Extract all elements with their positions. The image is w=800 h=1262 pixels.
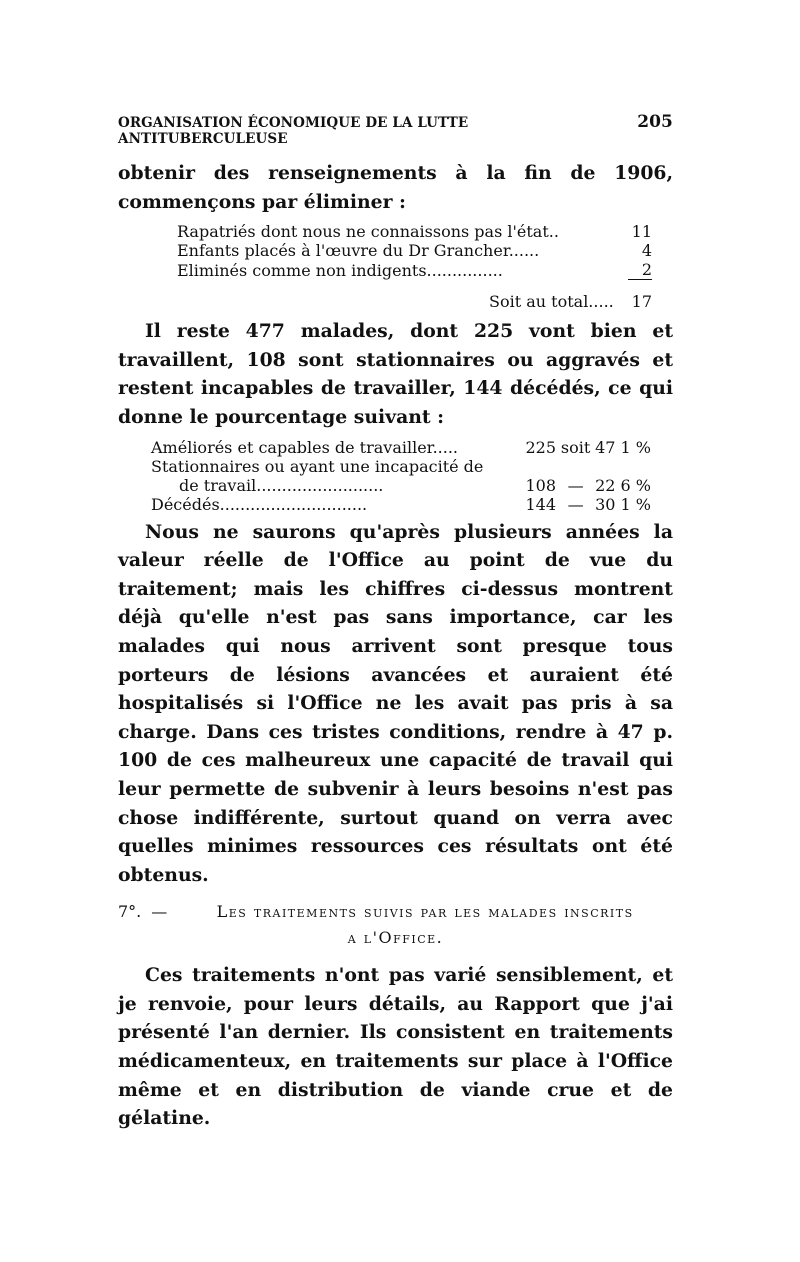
table-row-label: Enfants placés à l'œuvre du Dr Grancher......: [177, 241, 540, 261]
section-title-line-2: a l'Office.: [347, 928, 444, 948]
table-sum-rule: [177, 280, 652, 289]
total-value: 17: [631, 292, 652, 312]
table-row: [177, 241, 652, 260]
page-number: 205: [637, 112, 673, 132]
section-number: [118, 899, 177, 925]
running-head-title: ORGANISATION ÉCONOMIQUE DE LA LUTTE ANTITUBERCULEUSE: [118, 115, 469, 147]
table-row-label: de travail.........................: [179, 475, 384, 495]
table-row-separator: —: [567, 494, 584, 514]
table-row: [177, 260, 652, 280]
table-row: [151, 438, 651, 457]
table-row-value: 2: [641, 260, 652, 280]
paragraph-continuation: obtenir des renseignements à la fin de 1906, commençons par éliminer :: [118, 162, 673, 213]
table-row: [151, 495, 651, 514]
table-row-count: 108: [525, 475, 557, 495]
paragraph-treatments: Ces traitements n'ont pas varié sensiblement, et je renvoie, pour leurs détails, au Rapport que j'ai présenté l'an dernier. Ils consistent en traitements médicamenteux, en traitements sur place à l'Office même et en distribution de viande crue et de gélatine.: [118, 964, 673, 1130]
table-row: [177, 222, 652, 241]
book-page: [118, 112, 673, 1133]
table-row-label: Rapatriés dont nous ne connaissons pas l'état..: [177, 222, 559, 242]
paragraph-office-value: Nous ne saurons qu'après plusieurs années la valeur réelle de l'Office au point de vue du traitement; mais les chiffres ci-dessus montrent déjà qu'elle n'est pas sans importance, car les malades qui nous arrivent sont presque tous porteurs de lésions avancées et auraient été hospitalisés si l'Office ne les avait pas pris à sa charge. Dans ces tristes conditions, rendre à 47 p. 100 de ces malheureux une capacité de travail qui leur permette de subvenir à leurs besoins n'est pas chose indifférente, surtout quand on verra avec quelles minimes ressources ces résultats ont été obtenus.: [118, 520, 673, 886]
eliminated-patients-table: [177, 222, 652, 311]
table-row-separator: —: [567, 475, 584, 495]
table-row: [151, 476, 651, 495]
section-title-line-1: Les traitements suivis par les malades inscrits: [216, 902, 634, 922]
section-heading: [118, 899, 673, 951]
table-row-label: Décédés.............................: [151, 494, 368, 514]
table-row-separator: soit: [560, 437, 591, 457]
table-total-row: [177, 288, 652, 311]
table-row-label: Améliorés et capables de travailler.....: [151, 437, 458, 457]
table-row-value: 4: [641, 241, 652, 261]
sum-rule-line: [628, 280, 652, 289]
table-row-percent: 30 1 %: [595, 494, 651, 514]
table-row-percent: 22 6 %: [595, 475, 651, 495]
paragraph-remaining-patients: Il reste 477 malades, dont 225 vont bien et travaillent, 108 sont stationnaires ou aggravés et restent incapables de travailler, 144 décédés, ce qui donne le pourcentage suivant :: [118, 320, 673, 428]
table-row-value: 11: [631, 222, 652, 242]
section-dash: —: [151, 902, 168, 922]
table-row: [151, 457, 651, 476]
section-number-text: 7°.: [118, 902, 142, 922]
table-row-percent: 47 1 %: [595, 437, 651, 457]
running-head: [118, 112, 673, 147]
percentage-table: [151, 438, 651, 514]
table-row-label: Eliminés comme non indigents...............: [177, 260, 503, 280]
table-row-label: Stationnaires ou ayant une incapacité de: [151, 456, 484, 476]
total-label: Soit au total.....: [489, 292, 614, 312]
table-row-count: 144: [525, 494, 557, 514]
table-row-count: 225: [525, 437, 557, 457]
